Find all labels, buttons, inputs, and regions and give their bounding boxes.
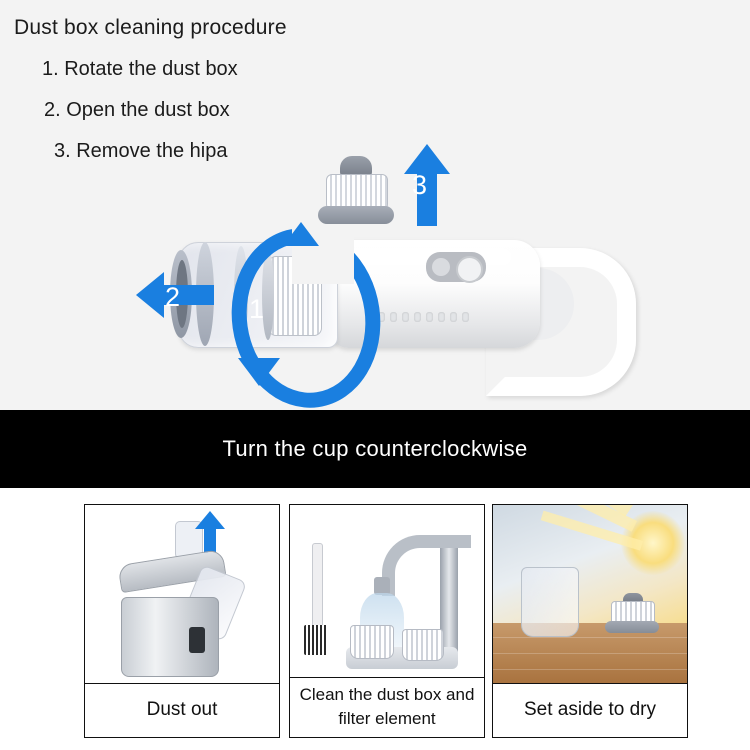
power-button-icon <box>456 256 483 283</box>
clean-illustration <box>290 505 484 683</box>
hepa-filter-detached <box>316 156 396 226</box>
dust-cup-drying <box>521 567 579 637</box>
vacuum-vent-slots <box>378 312 474 324</box>
rotation-arrow-up-icon <box>283 222 319 246</box>
trash-bin-sensor-panel <box>189 627 205 653</box>
mode-button-icon <box>432 258 450 276</box>
rotation-arrow-down-icon <box>238 358 280 386</box>
card-caption: Clean the dust box and filter element <box>299 685 475 728</box>
step-card-clean <box>289 504 485 738</box>
faucet-neck <box>382 535 471 596</box>
filter-drying <box>605 593 659 631</box>
step-item-2: 2. Open the dust box <box>44 99 230 121</box>
caption-bar-text: Turn the cup counterclockwise <box>222 436 528 461</box>
wooden-desk <box>493 623 687 683</box>
card-caption: Set aside to dry <box>523 699 657 720</box>
filter-base <box>605 621 659 633</box>
arrow-number-2: 2 <box>165 282 181 312</box>
hepa-base <box>318 206 394 224</box>
vacuum-illustration <box>0 130 750 410</box>
arrow-number-1: 1 <box>249 294 265 324</box>
step-item-3: 3. Remove the hipa <box>54 140 228 162</box>
cleaning-brush-head <box>304 625 328 655</box>
step-card-dry <box>492 504 688 738</box>
cleaning-brush-handle <box>312 543 323 631</box>
filter-element-left <box>350 625 394 659</box>
arrow-number-3: 3 <box>412 170 428 200</box>
step-card-dust-out <box>84 504 280 738</box>
dry-illustration <box>493 505 687 683</box>
steps-gallery <box>0 488 750 750</box>
page-title: Dust box cleaning procedure <box>14 16 287 39</box>
dust-out-illustration <box>85 505 279 683</box>
card-caption: Dust out <box>146 699 218 720</box>
caption-bar <box>0 410 750 488</box>
vacuum-button-pad <box>426 252 486 282</box>
filter-element-right <box>402 629 444 661</box>
step-item-1: 1. Rotate the dust box <box>42 58 238 80</box>
